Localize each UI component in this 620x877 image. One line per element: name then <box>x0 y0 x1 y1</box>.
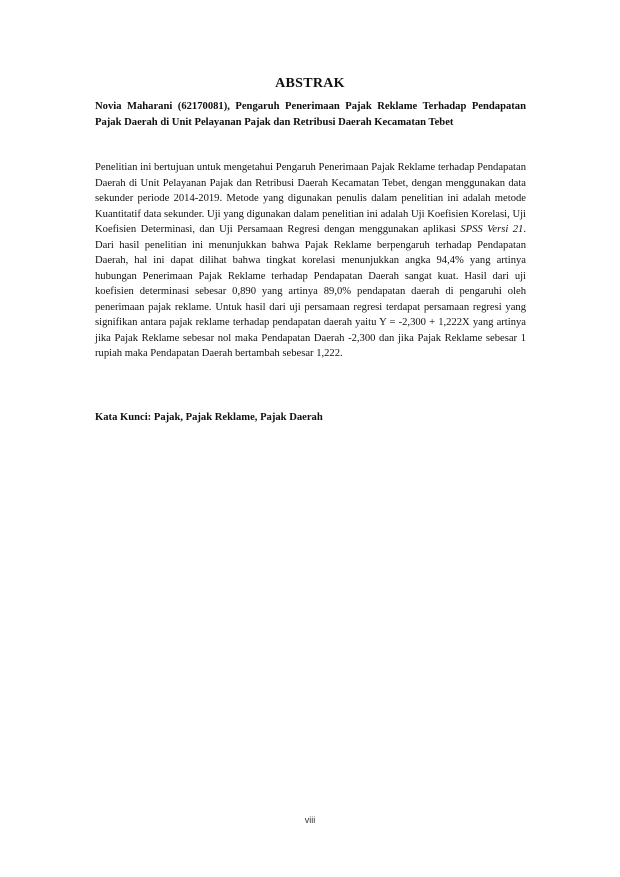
abstract-body-part1: Penelitian ini bertujuan untuk mengetahui Pengaruh Penerimaan Pajak Reklame terhadap Pendapatan Daerah di Unit Pelayanan Pajak dan Retribusi Daerah Kecamatan Tebet, dengan menggunakan data sekunder periode 2014-2019. Metode yang digunakan penulis dalam penelitian ini adalah metode Kuantitatif data sekunder. Uji yang digunakan dalam penelitian ini adalah Uji Koefisien Korelasi, Uji Koefisien Determinasi, dan Uji Persamaan Regresi dengan menggunakan aplikasi <box>95 162 526 235</box>
abstract-body <box>95 160 526 362</box>
software-name: SPSS Versi 21 <box>460 224 524 235</box>
abstract-body-part2: . Dari hasil penelitian ini menunjukkan bahwa Pajak Reklame berpengaruh terhadap Pendapatan Daerah, hal ini dapat dilihat bahwa tingkat korelasi menunjukkan angka 94,4% yang artinya hubungan Penerimaan Pajak Reklame terhadap Pendapatan Daerah sangat kuat. Hasil dari uji koefisien determinasi sebesar 0,890 yang artinya 89,0% pendapatan daerah di pengaruhi oleh penerimaan pajak reklame. Untuk hasil dari uji persamaan regresi terdapat persamaan regresi yang signifikan antara pajak reklame terhadap pendapatan daerah yaitu Y = -2,300 + 1,222X yang artinya jika Pajak Reklame sebesar nol maka Pendapatan Daerah -2,300 dan jika Pajak Reklame sebesar 1 rupiah maka Pendapatan Daerah bertambah sebesar 1,222. <box>95 224 526 359</box>
abstract-heading: Novia Maharani (62170081), Pengaruh Penerimaan Pajak Reklame Terhadap Pendapatan Pajak Daerah di Unit Pelayanan Pajak dan Retribusi Daerah Kecamatan Tebet <box>95 101 526 128</box>
keywords: Kata Kunci: Pajak, Pajak Reklame, Pajak Daerah <box>95 412 323 423</box>
page-title: ABSTRAK <box>275 76 345 91</box>
page-number: viii <box>304 815 316 825</box>
